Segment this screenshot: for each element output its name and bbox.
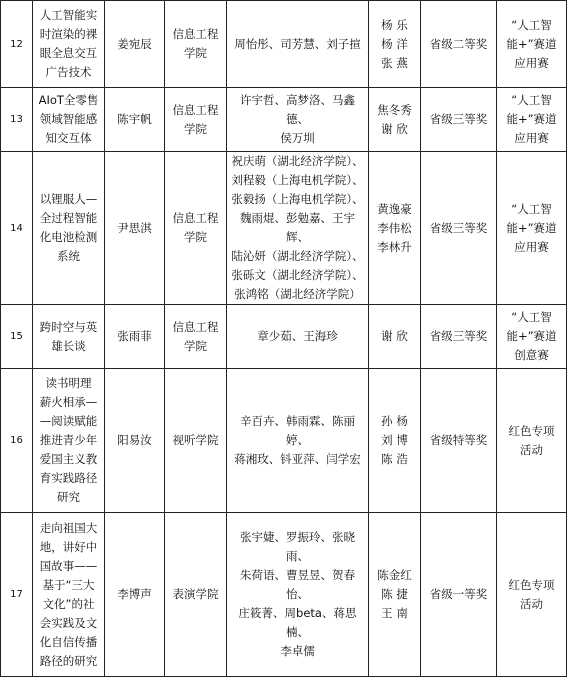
college-name: 表演学院 xyxy=(165,513,227,677)
advisors: 焦冬秀 谢 欣 xyxy=(369,88,421,152)
row-number: 17 xyxy=(1,513,33,677)
row-number: 12 xyxy=(1,1,33,88)
competition-track: “人工智 能+”赛道 应用赛 xyxy=(497,88,567,152)
leader-name: 李博声 xyxy=(105,513,165,677)
row-number: 13 xyxy=(1,88,33,152)
project-name: 人工智能实 时渲染的裸 眼全息交互 广告技术 xyxy=(33,1,105,88)
team-members: 许宇哲、高梦洛、马鑫德、 侯万圳 xyxy=(227,88,369,152)
row-number: 15 xyxy=(1,305,33,369)
college-name: 信息工程 学院 xyxy=(165,305,227,369)
advisors: 陈金红 陈 捷 王 南 xyxy=(369,513,421,677)
award-level: 省级三等奖 xyxy=(421,152,497,305)
team-members: 周怡彤、司芳慧、刘子揎 xyxy=(227,1,369,88)
competition-track: “人工智 能+”赛道 应用赛 xyxy=(497,1,567,88)
project-name: 走向祖国大 地，讲好中 国故事—— 基于“三大 文化”的社 会实践及文 化自信传播 路径的研究 xyxy=(33,513,105,677)
award-level: 省级三等奖 xyxy=(421,88,497,152)
leader-name: 尹思淇 xyxy=(105,152,165,305)
team-members: 张宇婕、罗振玲、张晓雨、 朱荷语、曹昱昱、贺春怡、 庄筱菁、周beta、蒋思楠、 李卓儒 xyxy=(227,513,369,677)
table-row xyxy=(1,305,567,369)
competition-track: 红色专项 活动 xyxy=(497,369,567,513)
advisors: 孙 杨 刘 博 陈 浩 xyxy=(369,369,421,513)
competition-track: “人工智 能+”赛道 应用赛 xyxy=(497,152,567,305)
leader-name: 姜宛辰 xyxy=(105,1,165,88)
team-members: 章少茹、王海珍 xyxy=(227,305,369,369)
team-members: 祝庆萌（湖北经济学院）、 刘程毅（上海电机学院）、 张毅扬（上海电机学院）、 魏雨焜、彭勉嘉、王宇辉、 陆沁妍（湖北经济学院）、 张砾文（湖北经济学院）、 张鸿铭（湖北经济学院） xyxy=(227,152,369,305)
award-level: 省级特等奖 xyxy=(421,369,497,513)
table-row xyxy=(1,152,567,305)
competition-track: “人工智 能+”赛道 创意赛 xyxy=(497,305,567,369)
table-row xyxy=(1,369,567,513)
competition-track: 红色专项 活动 xyxy=(497,513,567,677)
leader-name: 陈宇帆 xyxy=(105,88,165,152)
row-number: 14 xyxy=(1,152,33,305)
row-number: 16 xyxy=(1,369,33,513)
project-name: AIoT全零售 领域智能感 知交互体 xyxy=(33,88,105,152)
award-level: 省级二等奖 xyxy=(421,1,497,88)
college-name: 信息工程 学院 xyxy=(165,88,227,152)
table-row xyxy=(1,513,567,677)
college-name: 信息工程 学院 xyxy=(165,152,227,305)
leader-name: 张雨菲 xyxy=(105,305,165,369)
project-name: 读书明理 薪火相承— —阅读赋能 推进青少年 爱国主义教 育实践路径 研究 xyxy=(33,369,105,513)
award-level: 省级三等奖 xyxy=(421,305,497,369)
leader-name: 阳易汝 xyxy=(105,369,165,513)
award-level: 省级一等奖 xyxy=(421,513,497,677)
team-members: 辛百卉、韩雨霖、陈丽婷、 蒋湘玫、钭亚萍、闫学宏 xyxy=(227,369,369,513)
advisors: 杨 乐 杨 洋 张 燕 xyxy=(369,1,421,88)
advisors: 谢 欣 xyxy=(369,305,421,369)
project-name: 跨时空与英 雄长谈 xyxy=(33,305,105,369)
college-name: 信息工程 学院 xyxy=(165,1,227,88)
project-name: 以锂服人— 全过程智能 化电池检测 系统 xyxy=(33,152,105,305)
table-row xyxy=(1,1,567,88)
advisors: 黄逸豪 李伟松 李林升 xyxy=(369,152,421,305)
table-row xyxy=(1,88,567,152)
college-name: 视听学院 xyxy=(165,369,227,513)
